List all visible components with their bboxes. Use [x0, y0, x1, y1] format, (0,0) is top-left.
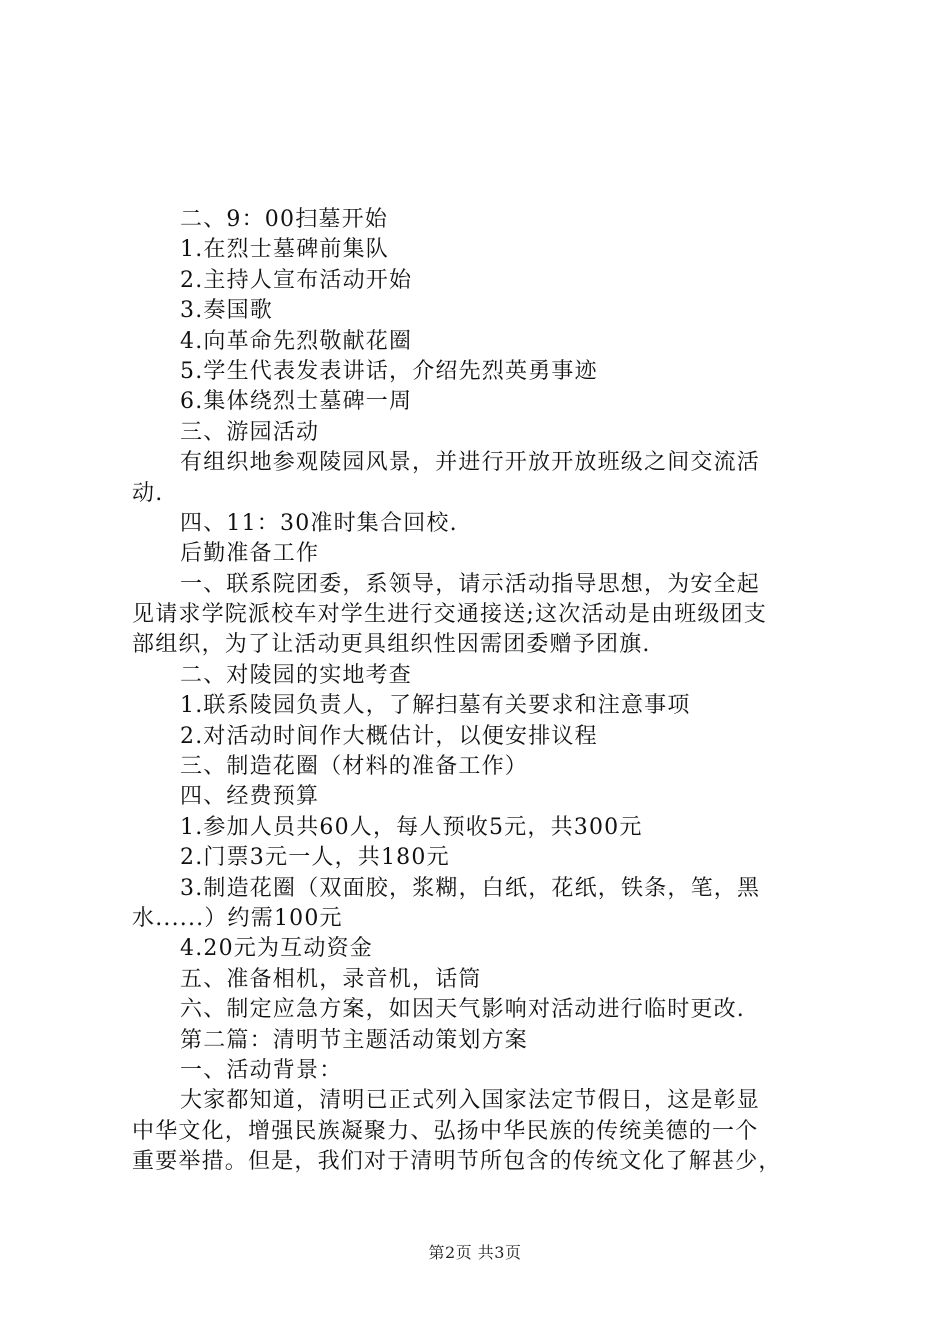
section-heading: 三、制造花圈（材料的准备工作） [180, 754, 529, 780]
paragraph-line: 一、联系院团委，系领导，请示活动指导思想，为安全起 [180, 571, 761, 597]
section-heading: 四、经费预算 [180, 784, 320, 810]
paragraph-line: 动. [132, 480, 164, 506]
list-item: 6.集体绕烈士墓碑一周 [180, 389, 413, 415]
list-item: 1.在烈士墓碑前集队 [180, 237, 389, 263]
chapter-title: 第二篇：清明节主题活动策划方案 [180, 1027, 529, 1053]
list-item: 1.参加人员共60人，每人预收5元，共300元 [180, 814, 643, 840]
list-item: 2.对活动时间作大概估计，以便安排议程 [180, 723, 598, 749]
paragraph-line: 部组织，为了让活动更具组织性因需团委赠予团旗. [132, 632, 651, 658]
list-item: 4.20元为互动资金 [180, 936, 373, 962]
section-heading: 五、准备相机，录音机，话筒 [180, 966, 482, 992]
list-item: 2.主持人宣布活动开始 [180, 267, 413, 293]
section-heading: 四、11：30准时集合回校. [180, 510, 458, 536]
paragraph-line: 见请求学院派校车对学生进行交通接送;这次活动是由班级团支 [132, 602, 768, 628]
section-heading: 二、9：00扫墓开始 [180, 207, 388, 232]
list-item: 1.联系陵园负责人，了解扫墓有关要求和注意事项 [180, 693, 691, 719]
section-heading: 后勤准备工作 [180, 541, 320, 567]
section-heading: 六、制定应急方案，如因天气影响对活动进行临时更改. [180, 997, 745, 1023]
section-heading: 三、游园活动 [180, 419, 320, 445]
section-heading: 一、活动背景： [180, 1057, 343, 1083]
list-item: 4.向革命先烈敬献花圈 [180, 328, 413, 354]
paragraph-line: 重要举措。但是，我们对于清明节所包含的传统文化了解甚少， [132, 1149, 782, 1175]
page-number-footer: 第2页 共3页 [428, 1243, 522, 1262]
list-item: 3.奏国歌 [180, 298, 273, 324]
paragraph-line: 大家都知道，清明已正式列入国家法定节假日，这是彰显 [180, 1088, 761, 1114]
section-heading: 二、对陵园的实地考查 [180, 662, 413, 688]
paragraph-line: 有组织地参观陵园风景，并进行开放开放班级之间交流活 [180, 450, 761, 476]
paragraph-line: 水......）约需100元 [132, 905, 343, 931]
paragraph-line: 中华文化，增强民族凝聚力、弘扬中华民族的传统美德的一个 [132, 1118, 759, 1144]
document-body [132, 205, 832, 1178]
list-item: 2.门票3元一人，共180元 [180, 845, 450, 871]
list-item: 5.学生代表发表讲话，介绍先烈英勇事迹 [180, 358, 598, 384]
list-item: 3.制造花圈（双面胶，浆糊，白纸，花纸，铁条，笔，黑 [180, 875, 761, 901]
